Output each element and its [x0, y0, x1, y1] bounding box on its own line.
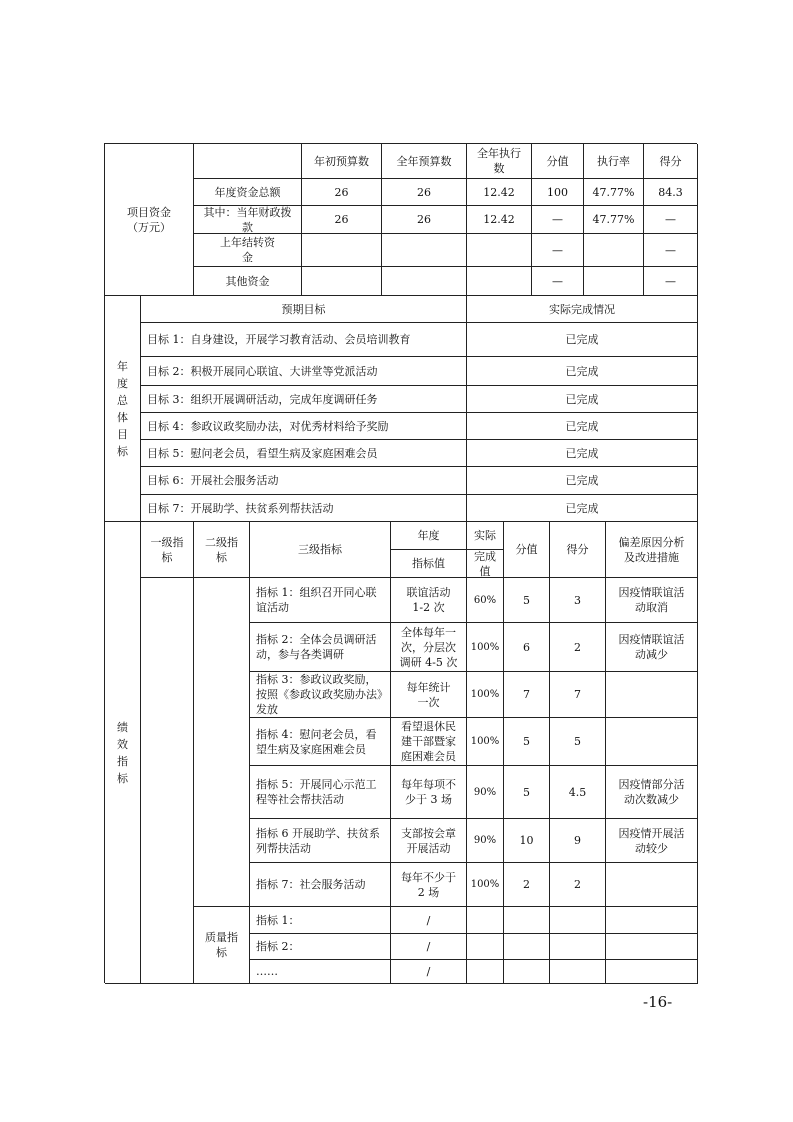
perf-score: 7 — [550, 672, 606, 718]
quality-blank — [550, 934, 606, 960]
perf-header-completion: 完成 值 — [467, 550, 504, 578]
budget-performance-table — [104, 143, 697, 983]
goal-status: 已完成 — [467, 386, 698, 413]
perf-indicator: 指标 1：组织召开同心联 谊活动 — [250, 578, 391, 623]
perf-level2-blank — [194, 578, 250, 907]
perf-reason — [606, 863, 698, 907]
funds-cell: 100 — [532, 179, 584, 206]
funds-cell: — — [532, 234, 584, 267]
funds-cell: — — [532, 206, 584, 234]
funds-row-label: 其中：当年财政拨 款 — [194, 206, 302, 234]
page-number: -16- — [643, 993, 673, 1011]
perf-reason: 因疫情部分活 动次数减少 — [606, 766, 698, 819]
perf-indicator: 指标 3：参政议政奖励， 按照《参政议政奖励办法》 发放 — [250, 672, 391, 718]
perf-header-level1: 一级指 标 — [141, 522, 194, 578]
goal-status: 已完成 — [467, 440, 698, 467]
quality-blank — [606, 934, 698, 960]
goals-section-label: 年 度 总 体 目 标 — [105, 296, 141, 522]
perf-weight: 2 — [504, 863, 550, 907]
goal-status: 已完成 — [467, 495, 698, 522]
funds-cell — [302, 267, 382, 296]
quality-indicator: 指标 2： — [250, 934, 391, 960]
quality-blank — [504, 934, 550, 960]
perf-weight: 5 — [504, 718, 550, 766]
funds-cell — [584, 234, 644, 267]
funds-col-header: 全年预算数 — [382, 144, 467, 179]
funds-cell — [382, 267, 467, 296]
goal-text: 目标 1：自身建设，开展学习教育活动、会员培训教育 — [141, 323, 467, 357]
funds-row-label: 其他资金 — [194, 267, 302, 296]
quality-blank — [504, 907, 550, 934]
goal-text: 目标 3：组织开展调研活动，完成年度调研任务 — [141, 386, 467, 413]
perf-actual: 100% — [467, 863, 504, 907]
quality-target: / — [391, 907, 467, 934]
funds-col-header: 全年执行 数 — [467, 144, 532, 179]
perf-score: 2 — [550, 863, 606, 907]
goal-status: 已完成 — [467, 323, 698, 357]
quality-target: / — [391, 934, 467, 960]
perf-target: 联谊活动 1-2 次 — [391, 578, 467, 623]
quality-blank — [550, 907, 606, 934]
perf-score: 4.5 — [550, 766, 606, 819]
perf-score: 5 — [550, 718, 606, 766]
perf-indicator: 指标 6 开展助学、扶贫系 列帮扶活动 — [250, 819, 391, 863]
perf-header-annual: 年度 — [391, 522, 467, 550]
perf-level1-blank — [141, 578, 194, 984]
perf-reason: 因疫情开展活 动较少 — [606, 819, 698, 863]
goal-text: 目标 2：积极开展同心联谊、大讲堂等党派活动 — [141, 357, 467, 386]
funds-cell: — — [644, 267, 698, 296]
funds-col-header: 年初预算数 — [302, 144, 382, 179]
perf-actual: 90% — [467, 766, 504, 819]
funds-cell: 47.77% — [584, 179, 644, 206]
perf-target: 全体每年一 次，分层次 调研 4-5 次 — [391, 623, 467, 672]
funds-cell — [302, 234, 382, 267]
goals-header-actual: 实际完成情况 — [467, 296, 698, 323]
perf-indicator: 指标 4：慰问老会员，看 望生病及家庭困难会员 — [250, 718, 391, 766]
funds-cell: — — [644, 206, 698, 234]
perf-reason: 因疫情联谊活 动取消 — [606, 578, 698, 623]
perf-section-label: 绩 效 指 标 — [105, 522, 141, 984]
quality-blank — [550, 960, 606, 984]
perf-header-level3: 三级指标 — [250, 522, 391, 578]
perf-reason — [606, 672, 698, 718]
perf-weight: 10 — [504, 819, 550, 863]
goal-text: 目标 4：参政议政奖励办法，对优秀材料给予奖励 — [141, 413, 467, 440]
perf-target: 支部按会章 开展活动 — [391, 819, 467, 863]
funds-col-header: 执行率 — [584, 144, 644, 179]
funds-cell — [467, 267, 532, 296]
funds-cell: 26 — [302, 179, 382, 206]
perf-target: 看望退休民 建干部暨家 庭困难会员 — [391, 718, 467, 766]
funds-cell: 47.77% — [584, 206, 644, 234]
quality-blank — [606, 907, 698, 934]
goal-text: 目标 5：慰问老会员，看望生病及家庭困难会员 — [141, 440, 467, 467]
funds-cell: 12.42 — [467, 206, 532, 234]
perf-score: 2 — [550, 623, 606, 672]
perf-header-level2: 二级指 标 — [194, 522, 250, 578]
perf-target: 每年统计 一次 — [391, 672, 467, 718]
goals-header-expected: 预期目标 — [141, 296, 467, 323]
perf-weight: 5 — [504, 578, 550, 623]
funds-section-label: 项目资金 （万元） — [105, 144, 194, 296]
quality-target: / — [391, 960, 467, 984]
perf-header-actual: 实际 — [467, 522, 504, 550]
funds-cell: — — [532, 267, 584, 296]
funds-cell: 26 — [302, 206, 382, 234]
perf-weight: 7 — [504, 672, 550, 718]
funds-col-header: 分值 — [532, 144, 584, 179]
funds-cell: 12.42 — [467, 179, 532, 206]
quality-label: 质量指 标 — [194, 907, 250, 984]
funds-cell: 26 — [382, 206, 467, 234]
goal-status: 已完成 — [467, 357, 698, 386]
quality-blank — [606, 960, 698, 984]
perf-header-deviation: 偏差原因分析 及改进措施 — [606, 522, 698, 578]
perf-score: 3 — [550, 578, 606, 623]
perf-target: 每年每项不 少于 3 场 — [391, 766, 467, 819]
perf-indicator: 指标 2：全体会员调研活 动，参与各类调研 — [250, 623, 391, 672]
perf-header-target: 指标值 — [391, 550, 467, 578]
perf-weight: 6 — [504, 623, 550, 672]
funds-header-blank — [194, 144, 302, 179]
perf-actual: 100% — [467, 672, 504, 718]
quality-indicator: 指标 1： — [250, 907, 391, 934]
quality-blank — [504, 960, 550, 984]
perf-header-weight: 分值 — [504, 522, 550, 578]
quality-blank — [467, 907, 504, 934]
goal-status: 已完成 — [467, 413, 698, 440]
perf-actual: 60% — [467, 578, 504, 623]
perf-actual: 100% — [467, 718, 504, 766]
perf-reason: 因疫情联谊活 动减少 — [606, 623, 698, 672]
perf-score: 9 — [550, 819, 606, 863]
funds-cell — [467, 234, 532, 267]
funds-cell: 84.3 — [644, 179, 698, 206]
quality-blank — [467, 934, 504, 960]
perf-weight: 5 — [504, 766, 550, 819]
perf-header-score: 得分 — [550, 522, 606, 578]
funds-col-header: 得分 — [644, 144, 698, 179]
funds-cell: 26 — [382, 179, 467, 206]
perf-actual: 100% — [467, 623, 504, 672]
perf-indicator: 指标 7：社会服务活动 — [250, 863, 391, 907]
perf-indicator: 指标 5：开展同心示范工 程等社会帮扶活动 — [250, 766, 391, 819]
funds-cell: — — [644, 234, 698, 267]
perf-target: 每年不少于 2 场 — [391, 863, 467, 907]
quality-indicator: …… — [250, 960, 391, 984]
funds-row-label: 上年结转资 金 — [194, 234, 302, 267]
goal-status: 已完成 — [467, 467, 698, 495]
quality-blank — [467, 960, 504, 984]
funds-cell — [584, 267, 644, 296]
funds-row-label: 年度资金总额 — [194, 179, 302, 206]
perf-reason — [606, 718, 698, 766]
perf-actual: 90% — [467, 819, 504, 863]
goal-text: 目标 6：开展社会服务活动 — [141, 467, 467, 495]
goal-text: 目标 7：开展助学、扶贫系列帮扶活动 — [141, 495, 467, 522]
funds-cell — [382, 234, 467, 267]
